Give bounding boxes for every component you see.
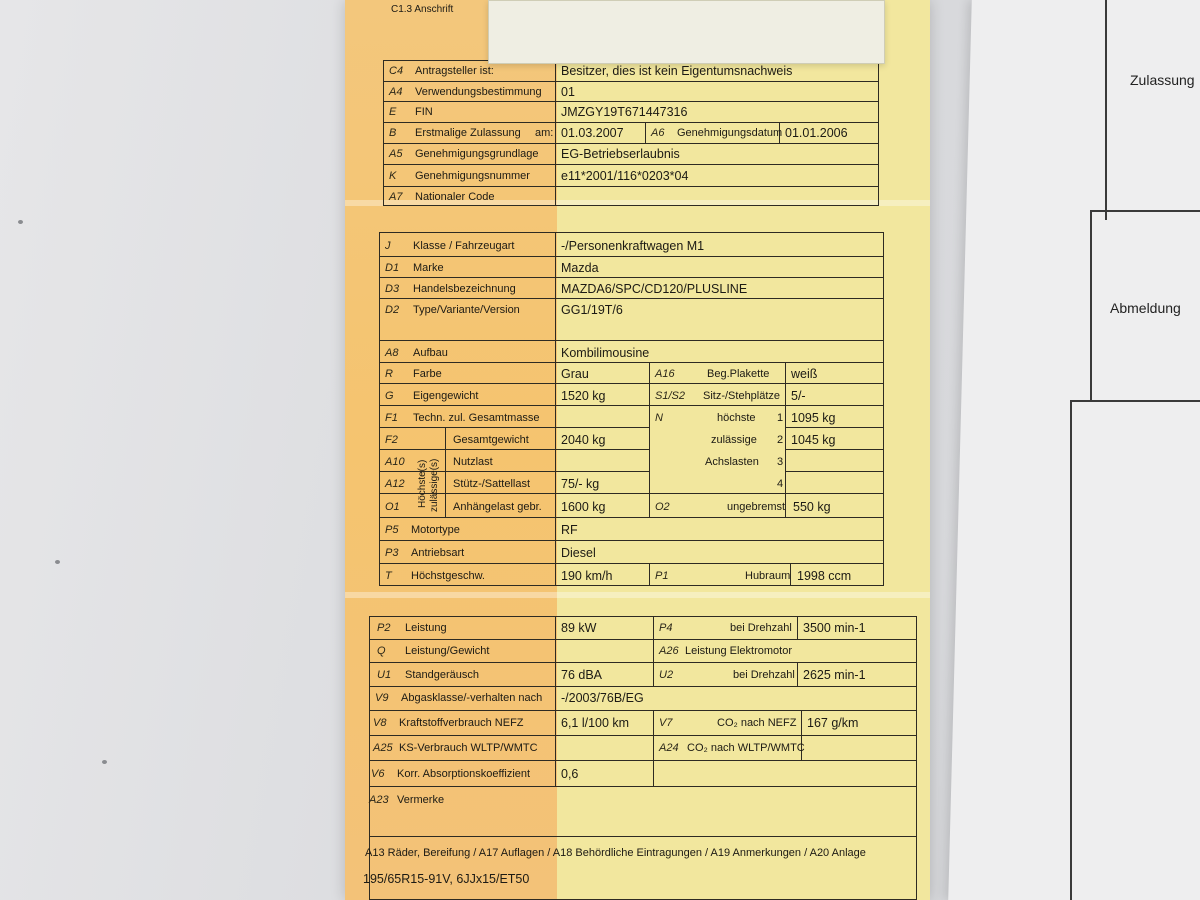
label-v6: Korr. Absorptionskoeffizient [397,768,531,780]
cell-divider [445,427,446,517]
right-paper-sheet [948,0,1200,900]
row-rule [369,735,917,736]
label-b: Erstmalige Zulassung [415,127,521,139]
code-a23: A23 [369,794,389,806]
code-p2: P2 [377,622,391,634]
paper-card-overlay [488,0,885,64]
paper-fold [345,592,930,598]
label-b-am: am: [535,127,554,139]
cell-divider [797,662,798,686]
value-v6: 0,6 [561,767,579,781]
code-a6: A6 [651,127,665,139]
value-c4: Besitzer, dies ist kein Eigentumsnachweis [561,64,793,78]
right-sheet-label: Zulassung [1130,72,1195,88]
value-first-registration: 01.03.2007 [561,126,624,140]
right-sheet-line [1070,400,1200,402]
row-rule [369,686,917,687]
code-a7: A7 [389,191,403,203]
label-a12: Stütz-/Sattellast [453,478,531,490]
row-rule [379,427,649,428]
side-label-highest: Höchste(s) [417,459,428,508]
value-fin: JMZGY19T671447316 [561,105,688,119]
code-a25: A25 [373,742,393,754]
value-o1: 1600 kg [561,500,606,514]
block2-divider [555,232,556,586]
code-a10: A10 [385,456,405,468]
label-c4: Antragsteller ist: [415,65,494,77]
row-rule [383,101,879,102]
code-a26: A26 [659,645,679,657]
row-rule [785,449,884,450]
row-rule [369,662,917,663]
row-rule [785,471,884,472]
label-f2: Gesamtgewicht [453,434,529,446]
row-rule [369,710,917,711]
value-f2: 2040 kg [561,433,606,447]
cell-divider [797,616,798,639]
axle-number-1: 1 [777,412,784,424]
label-d1: Marke [413,262,444,274]
code-q: Q [377,645,386,657]
value-a8: Kombilimousine [561,346,650,360]
code-f2: F2 [385,434,398,446]
value-d1: Mazda [561,261,599,275]
value-p1: 1998 ccm [797,569,852,583]
cell-divider [653,710,654,786]
label-a26: Leistung Elektromotor [685,645,792,657]
axle-number-3: 3 [777,456,784,468]
value-p3: Diesel [561,546,596,560]
row-rule [369,786,917,787]
row-rule [379,493,884,494]
side-label-permitted: zulässige(s) [429,458,440,512]
cell-divider [653,616,654,686]
label-q: Leistung/Gewicht [405,645,490,657]
label-a6: Genehmigungsdatum [677,127,783,139]
code-v7: V7 [659,717,673,729]
row-rule [379,256,884,257]
code-a12: A12 [385,478,405,490]
value-t: 190 km/h [561,569,613,583]
value-d2: GG1/19T/6 [561,303,623,317]
label-t: Höchstgeschw. [411,570,485,582]
cell-divider [785,362,786,517]
label-p3: Antriebsart [411,547,465,559]
label-u1: Standgeräusch [405,669,479,681]
cell-divider [649,362,650,517]
code-a5: A5 [389,148,403,160]
label-a16: Beg.Plakette [707,368,770,380]
label-a13: A13 Räder, Bereifung / A17 Auflagen / A18 Behördliche Eintragungen / A19 Anmerkungen / A20 Anlage [365,847,866,859]
label-a4: Verwendungsbestimmung [415,86,542,98]
row-rule [383,164,879,165]
code-o1: O1 [385,501,400,513]
row-rule [379,340,884,341]
label-j: Klasse / Fahrzeugart [413,240,515,252]
value-v8: 6,1 l/100 km [561,716,630,730]
label-r: Farbe [413,368,442,380]
label-a24: CO₂ nach WLTP/WMTC [687,742,805,754]
label-k: Genehmigungsnummer [415,170,530,182]
row-rule [383,81,879,82]
code-v6: V6 [371,768,385,780]
row-rule [379,383,884,384]
label-e: FIN [415,106,433,118]
code-b: B [389,127,397,139]
label-a23: Vermerke [397,794,445,806]
code-v9: V9 [375,692,389,704]
axle-number-2: 2 [777,434,784,446]
row-rule [379,540,884,541]
cell-divider [645,122,646,143]
value-j: -/Personenkraftwagen M1 [561,239,705,253]
row-rule [379,298,884,299]
code-u1: U1 [377,669,392,681]
label-axle-permitted: zulässige [711,434,757,446]
code-a24: A24 [659,742,679,754]
value-tires: 195/65R15-91V, 6JJx15/ET50 [363,872,530,886]
code-o2: O2 [655,501,670,513]
label-a7: Nationaler Code [415,191,495,203]
value-r: Grau [561,367,589,381]
row-rule [369,639,917,640]
label-axle-loads: Achslasten [705,456,759,468]
label-axle-max: höchste [717,412,756,424]
row-rule [379,405,884,406]
value-axle-1: 1095 kg [791,411,836,425]
code-e: E [389,106,397,118]
value-u2: 2625 min-1 [803,668,866,682]
label-a5: Genehmigungsgrundlage [415,148,539,160]
value-o2: 550 kg [793,500,831,514]
right-sheet-line [1090,210,1200,212]
code-a8: A8 [385,347,399,359]
code-s1s2: S1/S2 [655,390,685,402]
value-p5: RF [561,523,578,537]
label-a8: Aufbau [413,347,448,359]
code-j: J [385,240,391,252]
label-u2: bei Drehzahl [733,669,795,681]
row-rule [383,143,879,144]
value-a4: 01 [561,85,575,99]
right-sheet-line [1070,402,1072,900]
label-d3: Handelsbezeichnung [413,283,516,295]
code-p1: P1 [655,570,669,582]
desk-spot [55,560,60,564]
value-a16: weiß [791,367,818,381]
code-d1: D1 [385,262,400,274]
value-v7: 167 g/km [807,716,859,730]
row-rule [379,563,884,564]
desk-spot [102,760,107,764]
code-c4: C4 [389,65,404,77]
row-rule [369,760,917,761]
code-k: K [389,170,397,182]
label-p4: bei Drehzahl [730,622,792,634]
desk-spot [18,220,23,224]
code-r: R [385,368,393,380]
row-rule [379,517,884,518]
code-f1: F1 [385,412,398,424]
label-v9: Abgasklasse/-verhalten nach [401,692,543,704]
cell-divider [649,563,650,586]
code-d2: D2 [385,304,400,316]
value-approval-date: 01.01.2006 [785,126,848,140]
value-k: e11*2001/116*0203*04 [561,169,689,183]
code-t: T [385,570,392,582]
label-p1: Hubraum [745,570,791,582]
code-n: N [655,412,663,424]
label-v7: CO₂ nach NEFZ [717,717,797,729]
value-u1: 76 dBA [561,668,603,682]
label-v8: Kraftstoffverbrauch NEFZ [399,717,524,729]
value-a12: 75/- kg [561,477,600,491]
label-s1s2: Sitz-/Stehplätze [703,390,781,402]
label-d2: Type/Variante/Version [413,304,520,316]
code-p4: P4 [659,622,673,634]
value-v9: -/2003/76B/EG [561,691,644,705]
row-rule [785,427,884,428]
value-p2: 89 kW [561,621,597,635]
label-p5: Motortype [411,524,460,536]
value-p4: 3500 min-1 [803,621,866,635]
label-o1: Anhängelast gebr. [453,501,542,513]
registration-document [345,0,930,900]
label-o2: ungebremst [727,501,786,513]
label-a10: Nutzlast [453,456,493,468]
field-c13-label: C1.3 Anschrift [391,4,454,15]
value-g: 1520 kg [561,389,606,403]
label-g: Eigengewicht [413,390,479,402]
value-axle-2: 1045 kg [791,433,836,447]
code-p3: P3 [385,547,399,559]
axle-number-4: 4 [777,478,784,490]
label-p2: Leistung [405,622,447,634]
row-rule [379,362,884,363]
row-rule [369,836,917,837]
right-sheet-label: Abmeldung [1110,300,1181,316]
row-rule [379,449,649,450]
code-v8: V8 [373,717,387,729]
row-rule [379,277,884,278]
row-rule [383,186,879,187]
label-f1: Techn. zul. Gesamtmasse [413,412,540,424]
value-s1s2: 5/- [791,389,806,403]
code-g: G [385,390,394,402]
right-sheet-line [1105,0,1107,220]
right-sheet-line [1090,212,1092,402]
code-d3: D3 [385,283,400,295]
row-rule [383,122,879,123]
value-d3: MAZDA6/SPC/CD120/PLUSLINE [561,282,748,296]
value-a5: EG-Betriebserlaubnis [561,147,680,161]
code-p5: P5 [385,524,399,536]
code-a4: A4 [389,86,403,98]
code-a16: A16 [655,368,675,380]
label-a25: KS-Verbrauch WLTP/WMTC [399,742,538,754]
code-u2: U2 [659,669,674,681]
